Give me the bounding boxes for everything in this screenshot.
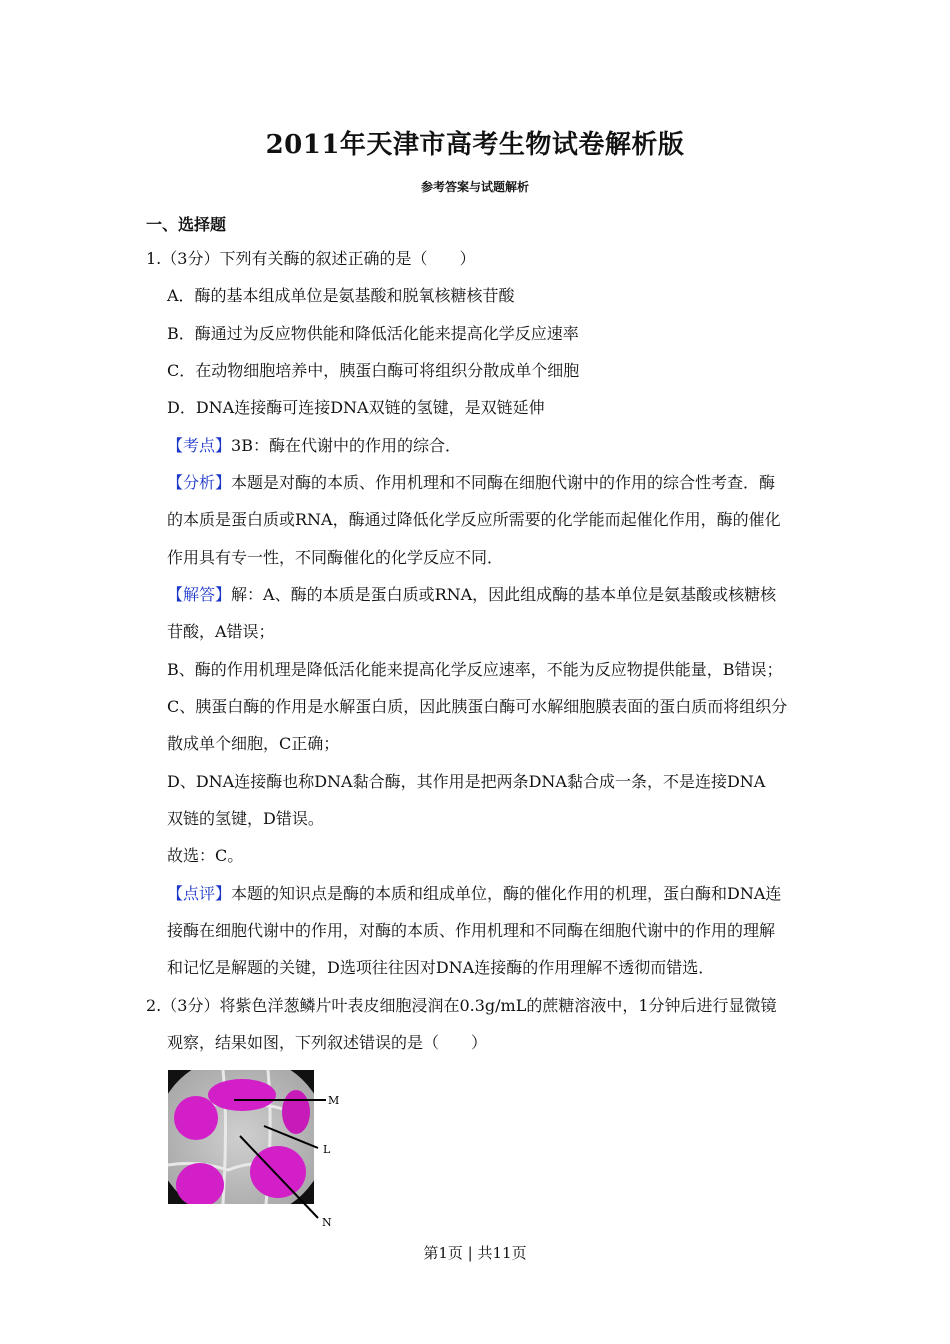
q1-jieda-line-4: C、胰蛋白酶的作用是水解蛋白质，因此胰蛋白酶可水解细胞膜表面的蛋白质而将组织分 bbox=[167, 697, 788, 716]
q1-jieda-line-6: D、DNA连接酶也称DNA黏合酶，其作用是把两条DNA黏合成一条，不是连接DNA bbox=[167, 772, 766, 791]
fenxi-tag: 【分析】 bbox=[167, 473, 232, 492]
q1-fenxi-line-3: 作用具有专一性，不同酶催化的化学反应不同． bbox=[167, 548, 504, 567]
label-n: N bbox=[322, 1216, 332, 1229]
q1-jieda-line-5: 散成单个细胞，C正确； bbox=[167, 734, 340, 753]
page-footer: 第1页 | 共11页 bbox=[423, 1244, 527, 1262]
page-subtitle: 参考答案与试题解析 bbox=[420, 180, 529, 194]
q1-jieda-line-2: 苷酸，A错误； bbox=[167, 622, 275, 641]
kaodian-text: 3B：酶在代谢中的作用的综合． bbox=[231, 436, 461, 455]
micrograph-figure bbox=[168, 1070, 346, 1232]
page-title: 2011年天津市高考生物试卷解析版 bbox=[265, 130, 685, 160]
kaodian-tag: 【考点】 bbox=[167, 436, 232, 455]
q1-jieda-line-1 bbox=[167, 585, 776, 605]
q1-answer: 故选：C。 bbox=[167, 846, 244, 865]
q1-option-d: D．DNA连接酶可连接DNA双链的氢键，是双链延伸 bbox=[167, 398, 545, 417]
dianping-tag: 【点评】 bbox=[167, 884, 232, 903]
label-m: M bbox=[328, 1094, 340, 1107]
q1-option-a: A．酶的基本组成单位是氨基酸和脱氧核糖核苷酸 bbox=[167, 286, 515, 305]
label-l: L bbox=[323, 1143, 331, 1156]
vacuole-shape bbox=[174, 1096, 218, 1140]
onion-cell-micrograph bbox=[168, 1070, 346, 1232]
dianping-text-1: 本题的知识点是酶的本质和组成单位，酶的催化作用的机理，蛋白酶和DNA连 bbox=[231, 884, 782, 903]
q1-jieda-line-7: 双链的氢键，D错误。 bbox=[167, 809, 324, 828]
q1-fenxi-line-1 bbox=[167, 473, 775, 493]
q1-fenxi-line-2: 的本质是蛋白质或RNA，酶通过降低化学反应所需要的化学能而起催化作用，酶的催化 bbox=[167, 510, 781, 529]
question-1-stem: 1.（3分）下列有关酶的叙述正确的是（ ） bbox=[146, 249, 476, 268]
vacuole-shape bbox=[176, 1163, 224, 1207]
q1-dianping-line-1 bbox=[167, 884, 781, 904]
q1-kaodian bbox=[167, 436, 461, 456]
vacuole-shape bbox=[250, 1146, 306, 1198]
question-2-stem-line-1: 2.（3分）将紫色洋葱鳞片叶表皮细胞浸润在0.3g/mL的蔗糖溶液中，1分钟后进行显微镜 bbox=[146, 996, 777, 1015]
section-heading: 一、选择题 bbox=[146, 215, 227, 234]
jieda-text-1: 解：A、酶的本质是蛋白质或RNA，因此组成酶的基本单位是氨基酸或核糖核 bbox=[231, 585, 777, 604]
jieda-tag: 【解答】 bbox=[167, 585, 232, 604]
q1-dianping-line-2: 接酶在细胞代谢中的作用，对酶的本质、作用机理和不同酶在细胞代谢中的作用的理解 bbox=[167, 921, 776, 940]
vacuole-shape bbox=[282, 1090, 310, 1134]
vacuole-shape bbox=[208, 1079, 276, 1111]
q1-option-c: C．在动物细胞培养中，胰蛋白酶可将组织分散成单个细胞 bbox=[167, 361, 580, 380]
fenxi-text-1: 本题是对酶的本质、作用机理和不同酶在细胞代谢中的作用的综合性考查．酶 bbox=[231, 473, 776, 492]
q1-dianping-line-3: 和记忆是解题的关键，D选项往往因对DNA连接酶的作用理解不透彻而错选． bbox=[167, 958, 715, 977]
q1-option-b: B．酶通过为反应物供能和降低活化能来提高化学反应速率 bbox=[167, 324, 579, 343]
q1-jieda-line-3: B、酶的作用机理是降低活化能来提高化学反应速率，不能为反应物提供能量，B错误； bbox=[167, 660, 783, 679]
question-2-stem-line-2: 观察，结果如图，下列叙述错误的是（ ） bbox=[167, 1033, 488, 1052]
